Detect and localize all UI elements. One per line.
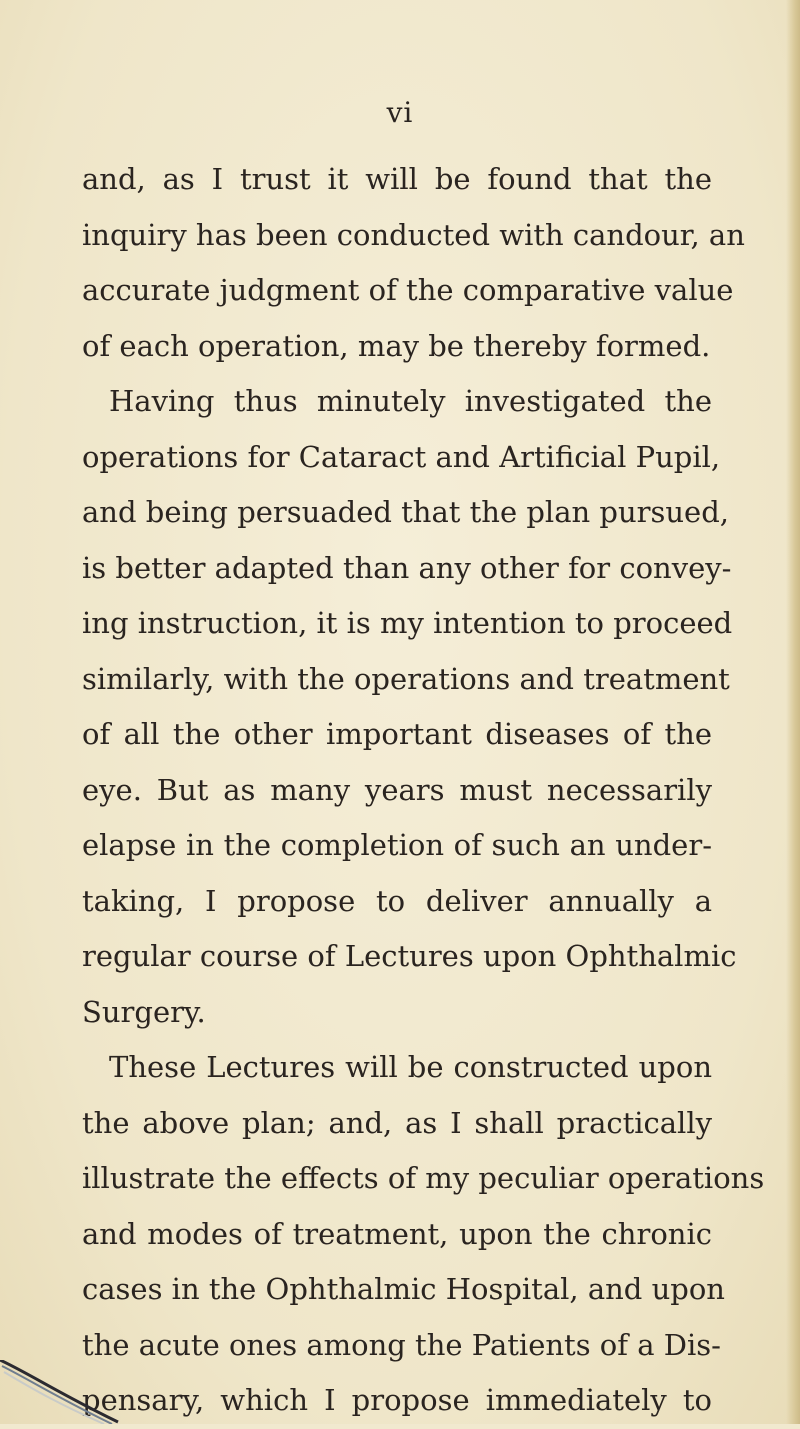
page-corner-crease xyxy=(0,1360,140,1424)
text-line: and being persuaded that the plan pursued, xyxy=(82,495,729,529)
text-line: operations for Cataract and Artificial Pupil, xyxy=(82,439,721,474)
page-number: vi xyxy=(386,96,414,129)
text-line: of each operation, may be thereby formed. xyxy=(82,328,711,363)
text-line: accurate judgment of the comparative value xyxy=(82,273,734,307)
text-line: Surgery. xyxy=(82,994,206,1029)
text-line: taking, I propose to deliver annually a xyxy=(82,883,712,918)
text-line: the acute ones among the Patients of a Dis- xyxy=(82,1327,721,1362)
text-line: pensary, which I propose immediately to xyxy=(82,1383,712,1417)
page-edge-shadow xyxy=(786,0,800,1424)
text-line: and modes of treatment, upon the chronic xyxy=(82,1216,712,1251)
paragraph-start-line: These Lectures will be constructed upon xyxy=(109,1050,712,1084)
text-line: inquiry has been conducted with candour, an xyxy=(82,217,745,252)
text-line: elapse in the completion of such an under- xyxy=(82,828,712,862)
body-text xyxy=(82,152,765,1429)
paragraph-start-line: Having thus minutely investigated the xyxy=(109,384,712,418)
text-line: eye. But as many years must necessarily xyxy=(82,772,712,807)
text-line: regular course of Lectures upon Ophthalmic xyxy=(82,939,737,973)
text-line: similarly, with the operations and treatment xyxy=(82,661,730,696)
text-line: the above plan; and, as I shall practically xyxy=(82,1105,712,1140)
text-line: of all the other important diseases of the xyxy=(82,717,712,751)
text-line: is better adapted than any other for convey- xyxy=(82,550,732,585)
text-line: ing instruction, it is my intention to proceed xyxy=(82,606,733,640)
text-line: cases in the Ophthalmic Hospital, and upon xyxy=(82,1272,725,1306)
text-line: illustrate the effects of my peculiar operations xyxy=(82,1161,765,1195)
text-line: and, as I trust it will be found that the xyxy=(82,162,712,196)
